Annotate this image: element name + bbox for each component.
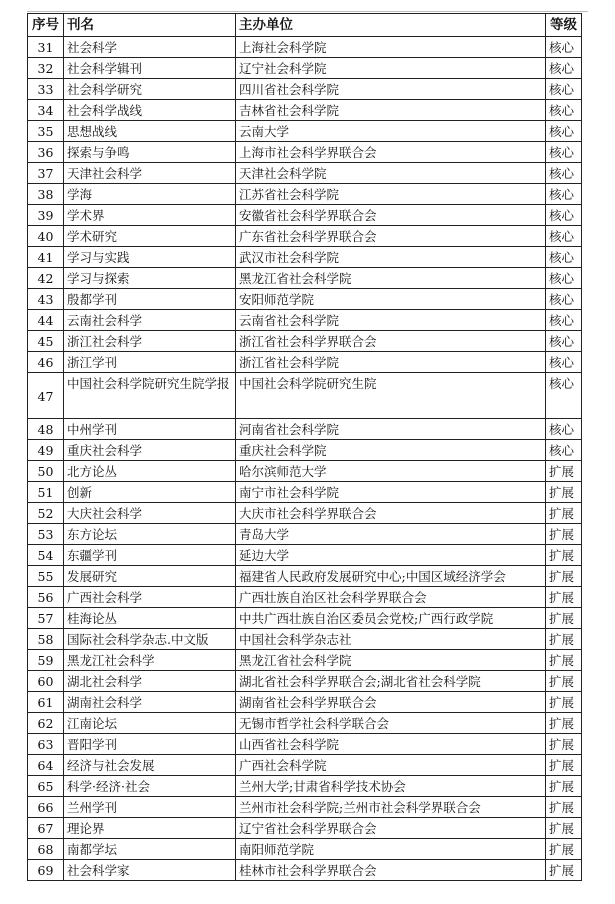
row-serial-number: 35	[28, 121, 64, 142]
table-row	[28, 79, 582, 100]
row-sponsor: 无锡市哲学社会科学联合会	[236, 713, 546, 734]
table-row	[28, 58, 582, 79]
row-journal-name: 中国社会科学院研究生院学报	[64, 373, 236, 419]
row-sponsor: 江苏省社会科学院	[236, 184, 546, 205]
row-serial-number: 39	[28, 205, 64, 226]
row-journal-name: 大庆社会科学	[64, 503, 236, 524]
table-row	[28, 503, 582, 524]
row-serial-number: 45	[28, 331, 64, 352]
row-level: 扩展	[546, 566, 582, 587]
row-sponsor: 南宁市社会科学院	[236, 482, 546, 503]
row-journal-name: 晋阳学刊	[64, 734, 236, 755]
row-sponsor: 辽宁省社会科学界联合会	[236, 818, 546, 839]
row-level: 扩展	[546, 818, 582, 839]
row-serial-number: 63	[28, 734, 64, 755]
row-level: 核心	[546, 289, 582, 310]
row-serial-number: 56	[28, 587, 64, 608]
row-journal-name: 中州学刊	[64, 419, 236, 440]
table-row	[28, 268, 582, 289]
row-serial-number: 57	[28, 608, 64, 629]
row-journal-name: 广西社会科学	[64, 587, 236, 608]
row-journal-name: 社会科学研究	[64, 79, 236, 100]
row-serial-number: 37	[28, 163, 64, 184]
row-level: 扩展	[546, 482, 582, 503]
row-level: 核心	[546, 184, 582, 205]
table-row	[28, 482, 582, 503]
row-serial-number: 41	[28, 247, 64, 268]
row-level: 核心	[546, 58, 582, 79]
row-sponsor: 中共广西壮族自治区委员会党校;广西行政学院	[236, 608, 546, 629]
row-journal-name: 北方论丛	[64, 461, 236, 482]
row-serial-number: 54	[28, 545, 64, 566]
row-serial-number: 51	[28, 482, 64, 503]
row-level: 核心	[546, 226, 582, 247]
row-journal-name: 重庆社会科学	[64, 440, 236, 461]
row-sponsor: 浙江省社会科学院	[236, 352, 546, 373]
row-journal-name: 学习与实践	[64, 247, 236, 268]
row-sponsor: 重庆社会科学院	[236, 440, 546, 461]
row-journal-name: 社会科学家	[64, 860, 236, 881]
row-level: 扩展	[546, 545, 582, 566]
row-level: 扩展	[546, 734, 582, 755]
table-row	[28, 247, 582, 268]
row-level: 核心	[546, 121, 582, 142]
table-body	[28, 37, 582, 881]
row-sponsor: 天津社会科学院	[236, 163, 546, 184]
row-serial-number: 62	[28, 713, 64, 734]
table-row	[28, 629, 582, 650]
row-journal-name: 学海	[64, 184, 236, 205]
table-row	[28, 650, 582, 671]
row-sponsor: 兰州市社会科学院;兰州市社会科学界联合会	[236, 797, 546, 818]
table-row	[28, 226, 582, 247]
row-sponsor: 兰州大学;甘肃省科学技术协会	[236, 776, 546, 797]
row-serial-number: 36	[28, 142, 64, 163]
table-row	[28, 100, 582, 121]
table-row	[28, 289, 582, 310]
row-journal-name: 社会科学辑刊	[64, 58, 236, 79]
row-serial-number: 68	[28, 839, 64, 860]
row-serial-number: 47	[28, 373, 64, 419]
row-journal-name: 理论界	[64, 818, 236, 839]
row-journal-name: 南都学坛	[64, 839, 236, 860]
row-level: 扩展	[546, 650, 582, 671]
table-row	[28, 545, 582, 566]
row-level: 核心	[546, 268, 582, 289]
row-journal-name: 东方论坛	[64, 524, 236, 545]
header-sponsor: 主办单位	[236, 14, 546, 37]
header-serial-number: 序号	[28, 14, 64, 37]
row-serial-number: 64	[28, 755, 64, 776]
table-row	[28, 797, 582, 818]
row-level: 核心	[546, 100, 582, 121]
row-journal-name: 桂海论丛	[64, 608, 236, 629]
row-serial-number: 34	[28, 100, 64, 121]
row-level: 核心	[546, 79, 582, 100]
row-journal-name: 云南社会科学	[64, 310, 236, 331]
row-journal-name: 兰州学刊	[64, 797, 236, 818]
table-row	[28, 142, 582, 163]
row-serial-number: 65	[28, 776, 64, 797]
row-sponsor: 上海市社会科学界联合会	[236, 142, 546, 163]
row-journal-name: 学术界	[64, 205, 236, 226]
row-journal-name: 天津社会科学	[64, 163, 236, 184]
row-level: 核心	[546, 310, 582, 331]
top-rule	[27, 11, 588, 12]
row-level: 核心	[546, 247, 582, 268]
table-row	[28, 860, 582, 881]
row-level: 扩展	[546, 587, 582, 608]
row-level: 核心	[546, 440, 582, 461]
row-serial-number: 61	[28, 692, 64, 713]
row-journal-name: 经济与社会发展	[64, 755, 236, 776]
row-journal-name: 发展研究	[64, 566, 236, 587]
row-sponsor: 浙江省社会科学界联合会	[236, 331, 546, 352]
table-row	[28, 184, 582, 205]
row-journal-name: 社会科学	[64, 37, 236, 58]
row-serial-number: 32	[28, 58, 64, 79]
row-serial-number: 59	[28, 650, 64, 671]
row-serial-number: 52	[28, 503, 64, 524]
row-journal-name: 学习与探索	[64, 268, 236, 289]
row-serial-number: 53	[28, 524, 64, 545]
row-serial-number: 50	[28, 461, 64, 482]
row-serial-number: 42	[28, 268, 64, 289]
row-serial-number: 46	[28, 352, 64, 373]
row-journal-name: 江南论坛	[64, 713, 236, 734]
table-row	[28, 352, 582, 373]
row-sponsor: 南阳师范学院	[236, 839, 546, 860]
row-journal-name: 探索与争鸣	[64, 142, 236, 163]
row-level: 核心	[546, 205, 582, 226]
row-level: 扩展	[546, 671, 582, 692]
table-row	[28, 734, 582, 755]
row-sponsor: 广东省社会科学界联合会	[236, 226, 546, 247]
row-sponsor: 武汉市社会科学院	[236, 247, 546, 268]
row-sponsor: 安阳师范学院	[236, 289, 546, 310]
table-row	[28, 205, 582, 226]
row-level: 核心	[546, 37, 582, 58]
row-level: 扩展	[546, 692, 582, 713]
table-row	[28, 524, 582, 545]
table-row	[28, 671, 582, 692]
row-sponsor: 云南省社会科学院	[236, 310, 546, 331]
row-level: 扩展	[546, 608, 582, 629]
row-sponsor: 大庆市社会科学界联合会	[236, 503, 546, 524]
row-sponsor: 桂林市社会科学界联合会	[236, 860, 546, 881]
table-row	[28, 713, 582, 734]
row-sponsor: 湖南省社会科学界联合会	[236, 692, 546, 713]
table-row	[28, 440, 582, 461]
row-journal-name: 东疆学刊	[64, 545, 236, 566]
table-row	[28, 587, 582, 608]
row-sponsor: 中国社会科学院研究生院	[236, 373, 546, 419]
row-level: 扩展	[546, 629, 582, 650]
row-level: 核心	[546, 419, 582, 440]
row-level: 扩展	[546, 776, 582, 797]
table-row	[28, 839, 582, 860]
row-sponsor: 湖北省社会科学界联合会;湖北省社会科学院	[236, 671, 546, 692]
row-journal-name: 创新	[64, 482, 236, 503]
row-level: 扩展	[546, 713, 582, 734]
row-sponsor: 广西壮族自治区社会科学界联合会	[236, 587, 546, 608]
table-row	[28, 755, 582, 776]
table-row	[28, 419, 582, 440]
row-level: 扩展	[546, 461, 582, 482]
table-row	[28, 608, 582, 629]
row-sponsor: 四川省社会科学院	[236, 79, 546, 100]
row-level: 核心	[546, 373, 582, 419]
row-serial-number: 43	[28, 289, 64, 310]
row-serial-number: 31	[28, 37, 64, 58]
table-row	[28, 331, 582, 352]
row-serial-number: 55	[28, 566, 64, 587]
row-level: 核心	[546, 352, 582, 373]
row-journal-name: 科学·经济·社会	[64, 776, 236, 797]
row-serial-number: 49	[28, 440, 64, 461]
table-row	[28, 692, 582, 713]
row-serial-number: 38	[28, 184, 64, 205]
row-level: 核心	[546, 142, 582, 163]
row-level: 扩展	[546, 755, 582, 776]
row-sponsor: 吉林省社会科学院	[236, 100, 546, 121]
row-journal-name: 国际社会科学杂志.中文版	[64, 629, 236, 650]
row-serial-number: 60	[28, 671, 64, 692]
row-sponsor: 中国社会科学杂志社	[236, 629, 546, 650]
table-row	[28, 818, 582, 839]
row-serial-number: 58	[28, 629, 64, 650]
row-serial-number: 33	[28, 79, 64, 100]
row-serial-number: 44	[28, 310, 64, 331]
row-serial-number: 66	[28, 797, 64, 818]
row-journal-name: 浙江社会科学	[64, 331, 236, 352]
row-level: 扩展	[546, 524, 582, 545]
row-level: 扩展	[546, 503, 582, 524]
table-row	[28, 121, 582, 142]
row-sponsor: 云南大学	[236, 121, 546, 142]
table-row	[28, 373, 582, 419]
row-serial-number: 48	[28, 419, 64, 440]
row-journal-name: 黑龙江社会科学	[64, 650, 236, 671]
table-row	[28, 566, 582, 587]
header-journal-name: 刊名	[64, 14, 236, 37]
row-sponsor: 安徽省社会科学界联合会	[236, 205, 546, 226]
table-row	[28, 163, 582, 184]
row-serial-number: 40	[28, 226, 64, 247]
table-row	[28, 776, 582, 797]
row-sponsor: 福建省人民政府发展研究中心;中国区域经济学会	[236, 566, 546, 587]
table-row	[28, 310, 582, 331]
row-sponsor: 河南省社会科学院	[236, 419, 546, 440]
row-level: 扩展	[546, 797, 582, 818]
row-level: 扩展	[546, 839, 582, 860]
row-journal-name: 湖北社会科学	[64, 671, 236, 692]
row-sponsor: 黑龙江省社会科学院	[236, 268, 546, 289]
row-journal-name: 湖南社会科学	[64, 692, 236, 713]
row-sponsor: 哈尔滨师范大学	[236, 461, 546, 482]
row-journal-name: 殷都学刊	[64, 289, 236, 310]
row-sponsor: 延边大学	[236, 545, 546, 566]
row-sponsor: 黑龙江省社会科学院	[236, 650, 546, 671]
row-level: 核心	[546, 331, 582, 352]
row-sponsor: 广西社会科学院	[236, 755, 546, 776]
row-level: 核心	[546, 163, 582, 184]
row-journal-name: 社会科学战线	[64, 100, 236, 121]
row-serial-number: 69	[28, 860, 64, 881]
row-sponsor: 辽宁社会科学院	[236, 58, 546, 79]
row-sponsor: 上海社会科学院	[236, 37, 546, 58]
header-level: 等级	[546, 14, 582, 37]
table-row	[28, 461, 582, 482]
row-journal-name: 浙江学刊	[64, 352, 236, 373]
table-header-row	[28, 14, 582, 37]
row-journal-name: 思想战线	[64, 121, 236, 142]
table-row	[28, 37, 582, 58]
row-serial-number: 67	[28, 818, 64, 839]
row-sponsor: 青岛大学	[236, 524, 546, 545]
journal-table	[27, 13, 582, 881]
row-journal-name: 学术研究	[64, 226, 236, 247]
row-sponsor: 山西省社会科学院	[236, 734, 546, 755]
row-level: 扩展	[546, 860, 582, 881]
